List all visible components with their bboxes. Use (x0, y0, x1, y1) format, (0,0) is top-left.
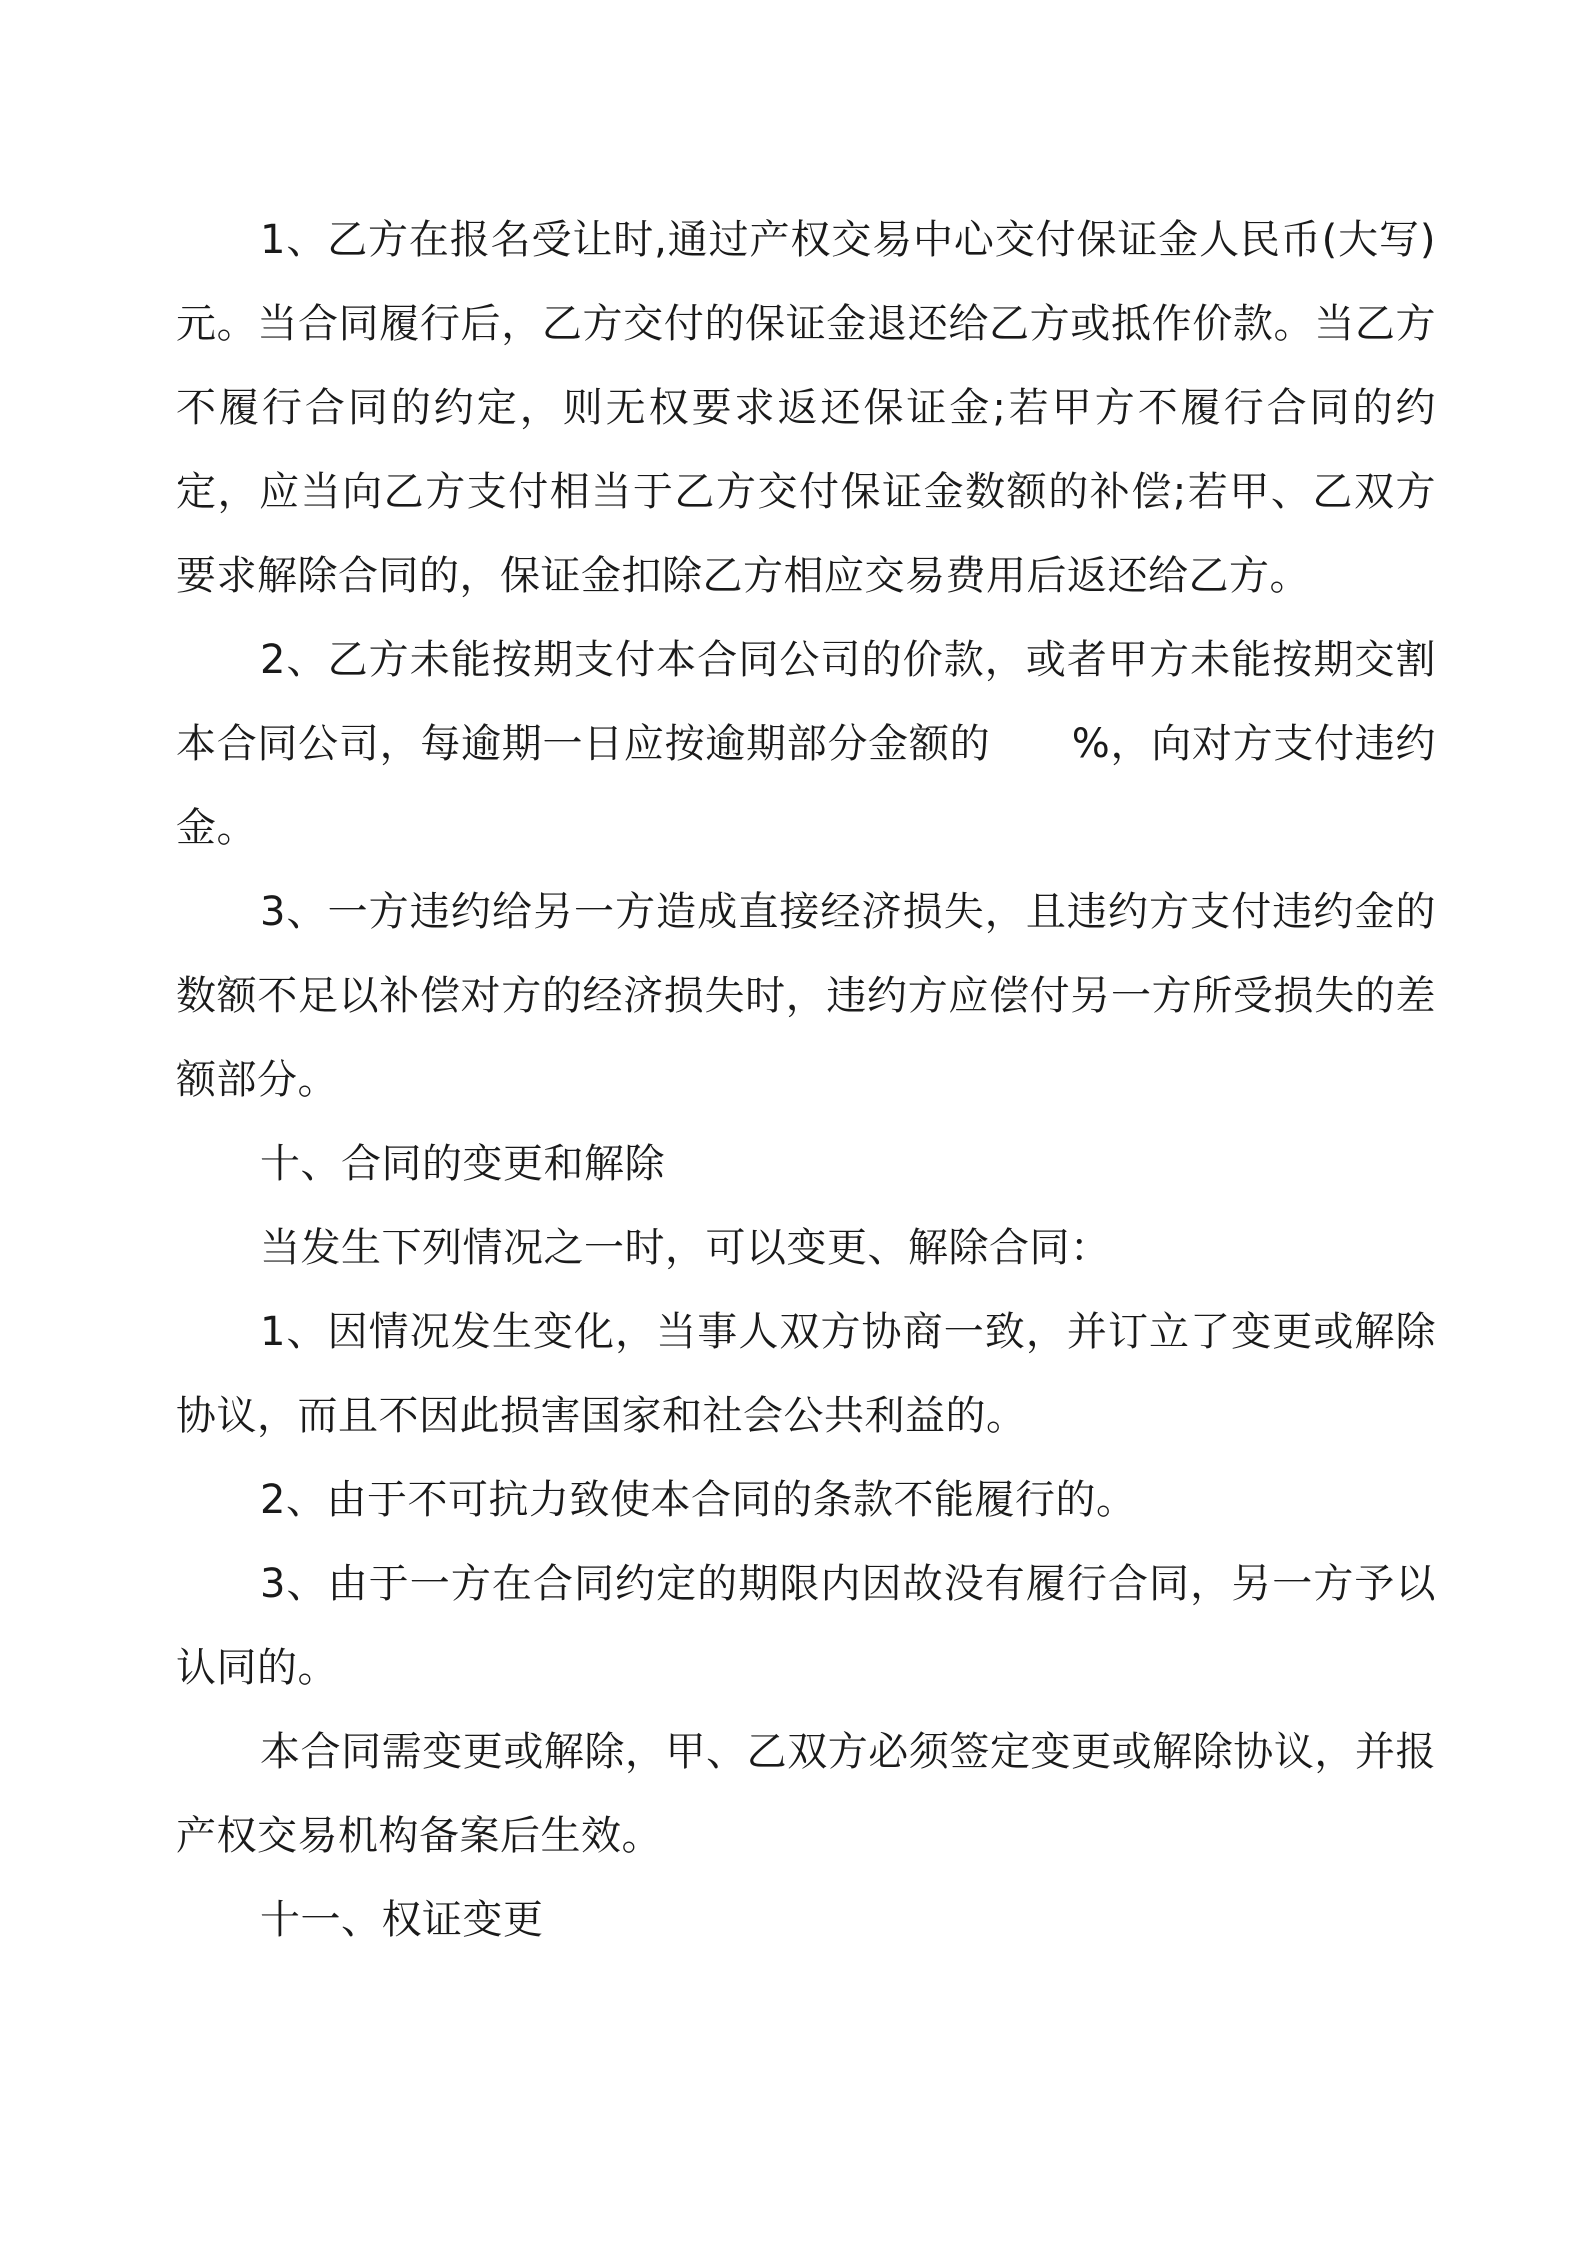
paragraph-change-condition-1: 1、因情况发生变化，当事人双方协商一致，并订立了变更或解除协议，而且不因此损害国家和社会公共利益的。 (176, 1309, 1436, 1439)
paragraph-damages-clause: 3、一方违约给另一方造成直接经济损失，且违约方支付违约金的数额不足以补偿对方的经济损失时，违约方应偿付另一方所受损失的差额部分。 (176, 889, 1436, 1103)
paragraph-change-procedure: 本合同需变更或解除，甲、乙双方必须签定变更或解除协议，并报产权交易机构备案后生效。 (176, 1729, 1436, 1859)
paragraph-late-payment-clause: 2、乙方未能按期支付本合同公司的价款，或者甲方未能按期交割本合同公司，每逾期一日应按逾期部分金额的 %，向对方支付违约金。 (176, 637, 1436, 851)
paragraph-change-condition-2: 2、由于不可抗力致使本合同的条款不能履行的。 (260, 1477, 1137, 1523)
paragraph-change-condition-3: 3、由于一方在合同约定的期限内因故没有履行合同，另一方予以认同的。 (176, 1561, 1436, 1691)
section-heading-title-change: 十一、权证变更 (260, 1897, 544, 1943)
paragraph-change-conditions-intro: 当发生下列情况之一时，可以变更、解除合同： (260, 1225, 1111, 1271)
section-heading-contract-change: 十、合同的变更和解除 (260, 1141, 665, 1187)
document-body (176, 198, 1517, 1962)
paragraph-deposit-clause: 1、乙方在报名受让时,通过产权交易中心交付保证金人民币(大写) 元。当合同履行后，乙方交付的保证金退还给乙方或抵作价款。当乙方不履行合同的约定，则无权要求返还保证金;若甲方不履行合同的约定，应当向乙方支付相当于乙方交付保证金数额的补偿;若甲、乙双方要求解除合同的，保证金扣除乙方相应交易费用后返还给乙方。 (176, 217, 1517, 599)
